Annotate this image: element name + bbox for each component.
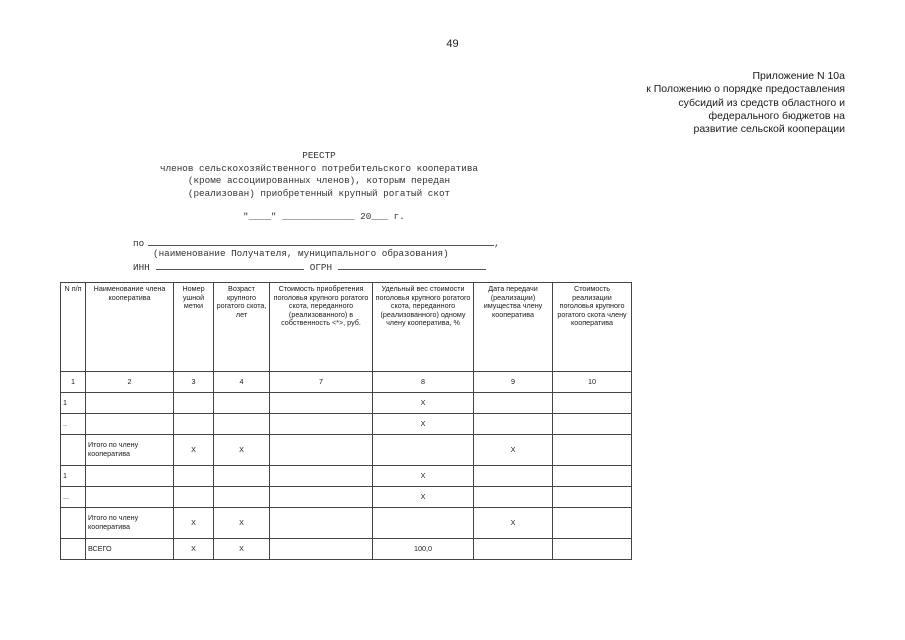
table-cell [270, 508, 373, 539]
header-cell: Номер ушной метки [174, 283, 214, 372]
table-cell: X [373, 466, 474, 487]
column-number: 8 [373, 372, 474, 393]
table-cell [474, 539, 553, 560]
table-cell [474, 414, 553, 435]
table-cell: Итого по члену кооператива [86, 508, 174, 539]
column-number: 10 [553, 372, 632, 393]
table-cell [270, 539, 373, 560]
column-number: 2 [86, 372, 174, 393]
table-cell: Итого по члену кооператива [86, 435, 174, 466]
header-cell: N п/п [61, 283, 86, 372]
table-cell: ВСЕГО [86, 539, 174, 560]
table-cell [553, 487, 632, 508]
page-number: 49 [446, 38, 459, 50]
table-cell [86, 414, 174, 435]
table-cell: X [214, 508, 270, 539]
table-cell: X [474, 508, 553, 539]
table-cell [474, 487, 553, 508]
title-line: РЕЕСТР [302, 150, 336, 161]
ogrn-label: ОГРН [309, 262, 333, 273]
table-cell [553, 466, 632, 487]
table-cell [174, 487, 214, 508]
table-cell: .. [61, 414, 86, 435]
table-cell: X [214, 539, 270, 560]
table-cell [270, 435, 373, 466]
appendix-line: субсидий из средств областного и [678, 96, 845, 109]
table-cell [553, 393, 632, 414]
table-cell: X [174, 435, 214, 466]
table-cell [270, 487, 373, 508]
appendix-line: развитие сельской кооперации [693, 123, 845, 136]
table-cell: X [174, 508, 214, 539]
column-number: 3 [174, 372, 214, 393]
table-cell [270, 466, 373, 487]
table-cell: X [373, 393, 474, 414]
table-cell [474, 466, 553, 487]
column-number: 7 [270, 372, 373, 393]
table-row-subtotal [61, 508, 632, 539]
registry-table [60, 282, 632, 560]
table-cell [270, 414, 373, 435]
table-cell: X [214, 435, 270, 466]
table-cell [373, 508, 474, 539]
table-cell [373, 435, 474, 466]
header-cell: Наименование члена кооператива [86, 283, 174, 372]
table-cell: 100,0 [373, 539, 474, 560]
appendix-line: федерального бюджетов на [708, 109, 845, 122]
table-cell [86, 466, 174, 487]
header-cell: Дата передачи (реализации) имущества члену кооператива [474, 283, 553, 372]
table-row [61, 487, 632, 508]
table-cell: 1 [61, 393, 86, 414]
table-cell [214, 414, 270, 435]
table-row-subtotal [61, 435, 632, 466]
registry-title [133, 150, 505, 200]
table-row [61, 466, 632, 487]
header-cell: Стоимость реализации поголовья крупного рогатого скота члену кооператива [553, 283, 632, 372]
ogrn-blank [338, 260, 486, 270]
table-cell [61, 539, 86, 560]
table-cell: X [373, 487, 474, 508]
table-cell [553, 508, 632, 539]
table-cell [553, 539, 632, 560]
recipient-suffix: , [494, 238, 500, 249]
header-cell: Стоимость приобретения поголовья крупного рогатого скота, переданного (реализованного) в собственность <*>, руб. [270, 283, 373, 372]
column-number: 1 [61, 372, 86, 393]
date-line: "____" _____________ 20___ г. [243, 211, 405, 222]
table-cell [174, 414, 214, 435]
appendix-reference [646, 70, 845, 136]
table-cell [86, 487, 174, 508]
table-cell [214, 466, 270, 487]
appendix-line: Приложение N 10а [752, 70, 845, 82]
inn-label: ИНН [133, 262, 150, 273]
table-cell: X [174, 539, 214, 560]
header-cell: Возраст крупного рогатого скота, лет [214, 283, 270, 372]
table-cell [214, 393, 270, 414]
table-cell [214, 487, 270, 508]
header-cell: Удельный вес стоимости поголовья крупного рогатого скота, переданного (реализованного) одному члену кооператива, % [373, 283, 474, 372]
table-row [61, 414, 632, 435]
inn-ogrn-line [133, 260, 486, 273]
table-cell [174, 466, 214, 487]
table-cell [270, 393, 373, 414]
inn-blank [156, 260, 304, 270]
column-number: 4 [214, 372, 270, 393]
table-row [61, 393, 632, 414]
title-line: (реализован) приобретенный крупный рогатый скот [187, 187, 451, 199]
title-line: членов сельскохозяйственного потребительского кооператива [159, 162, 478, 174]
table-row-total [61, 539, 632, 560]
table-cell [61, 508, 86, 539]
column-number-row [61, 372, 632, 393]
table-cell: 1 [61, 466, 86, 487]
table-cell [61, 435, 86, 466]
recipient-caption: (наименование Получателя, муниципального образования) [153, 248, 449, 259]
table-cell: ... [61, 487, 86, 508]
table-cell: X [474, 435, 553, 466]
table-cell [474, 393, 553, 414]
table-cell: X [373, 414, 474, 435]
recipient-prefix: по [133, 238, 145, 249]
table-cell [553, 435, 632, 466]
column-number: 9 [474, 372, 553, 393]
table-header-row [61, 283, 632, 372]
appendix-line: к Положению о порядке предоставления [646, 83, 845, 96]
title-line: (кроме ассоциированных членов), которым передан [187, 175, 451, 186]
table-cell [174, 393, 214, 414]
table-cell [553, 414, 632, 435]
recipient-blank [148, 236, 494, 246]
table-cell [86, 393, 174, 414]
